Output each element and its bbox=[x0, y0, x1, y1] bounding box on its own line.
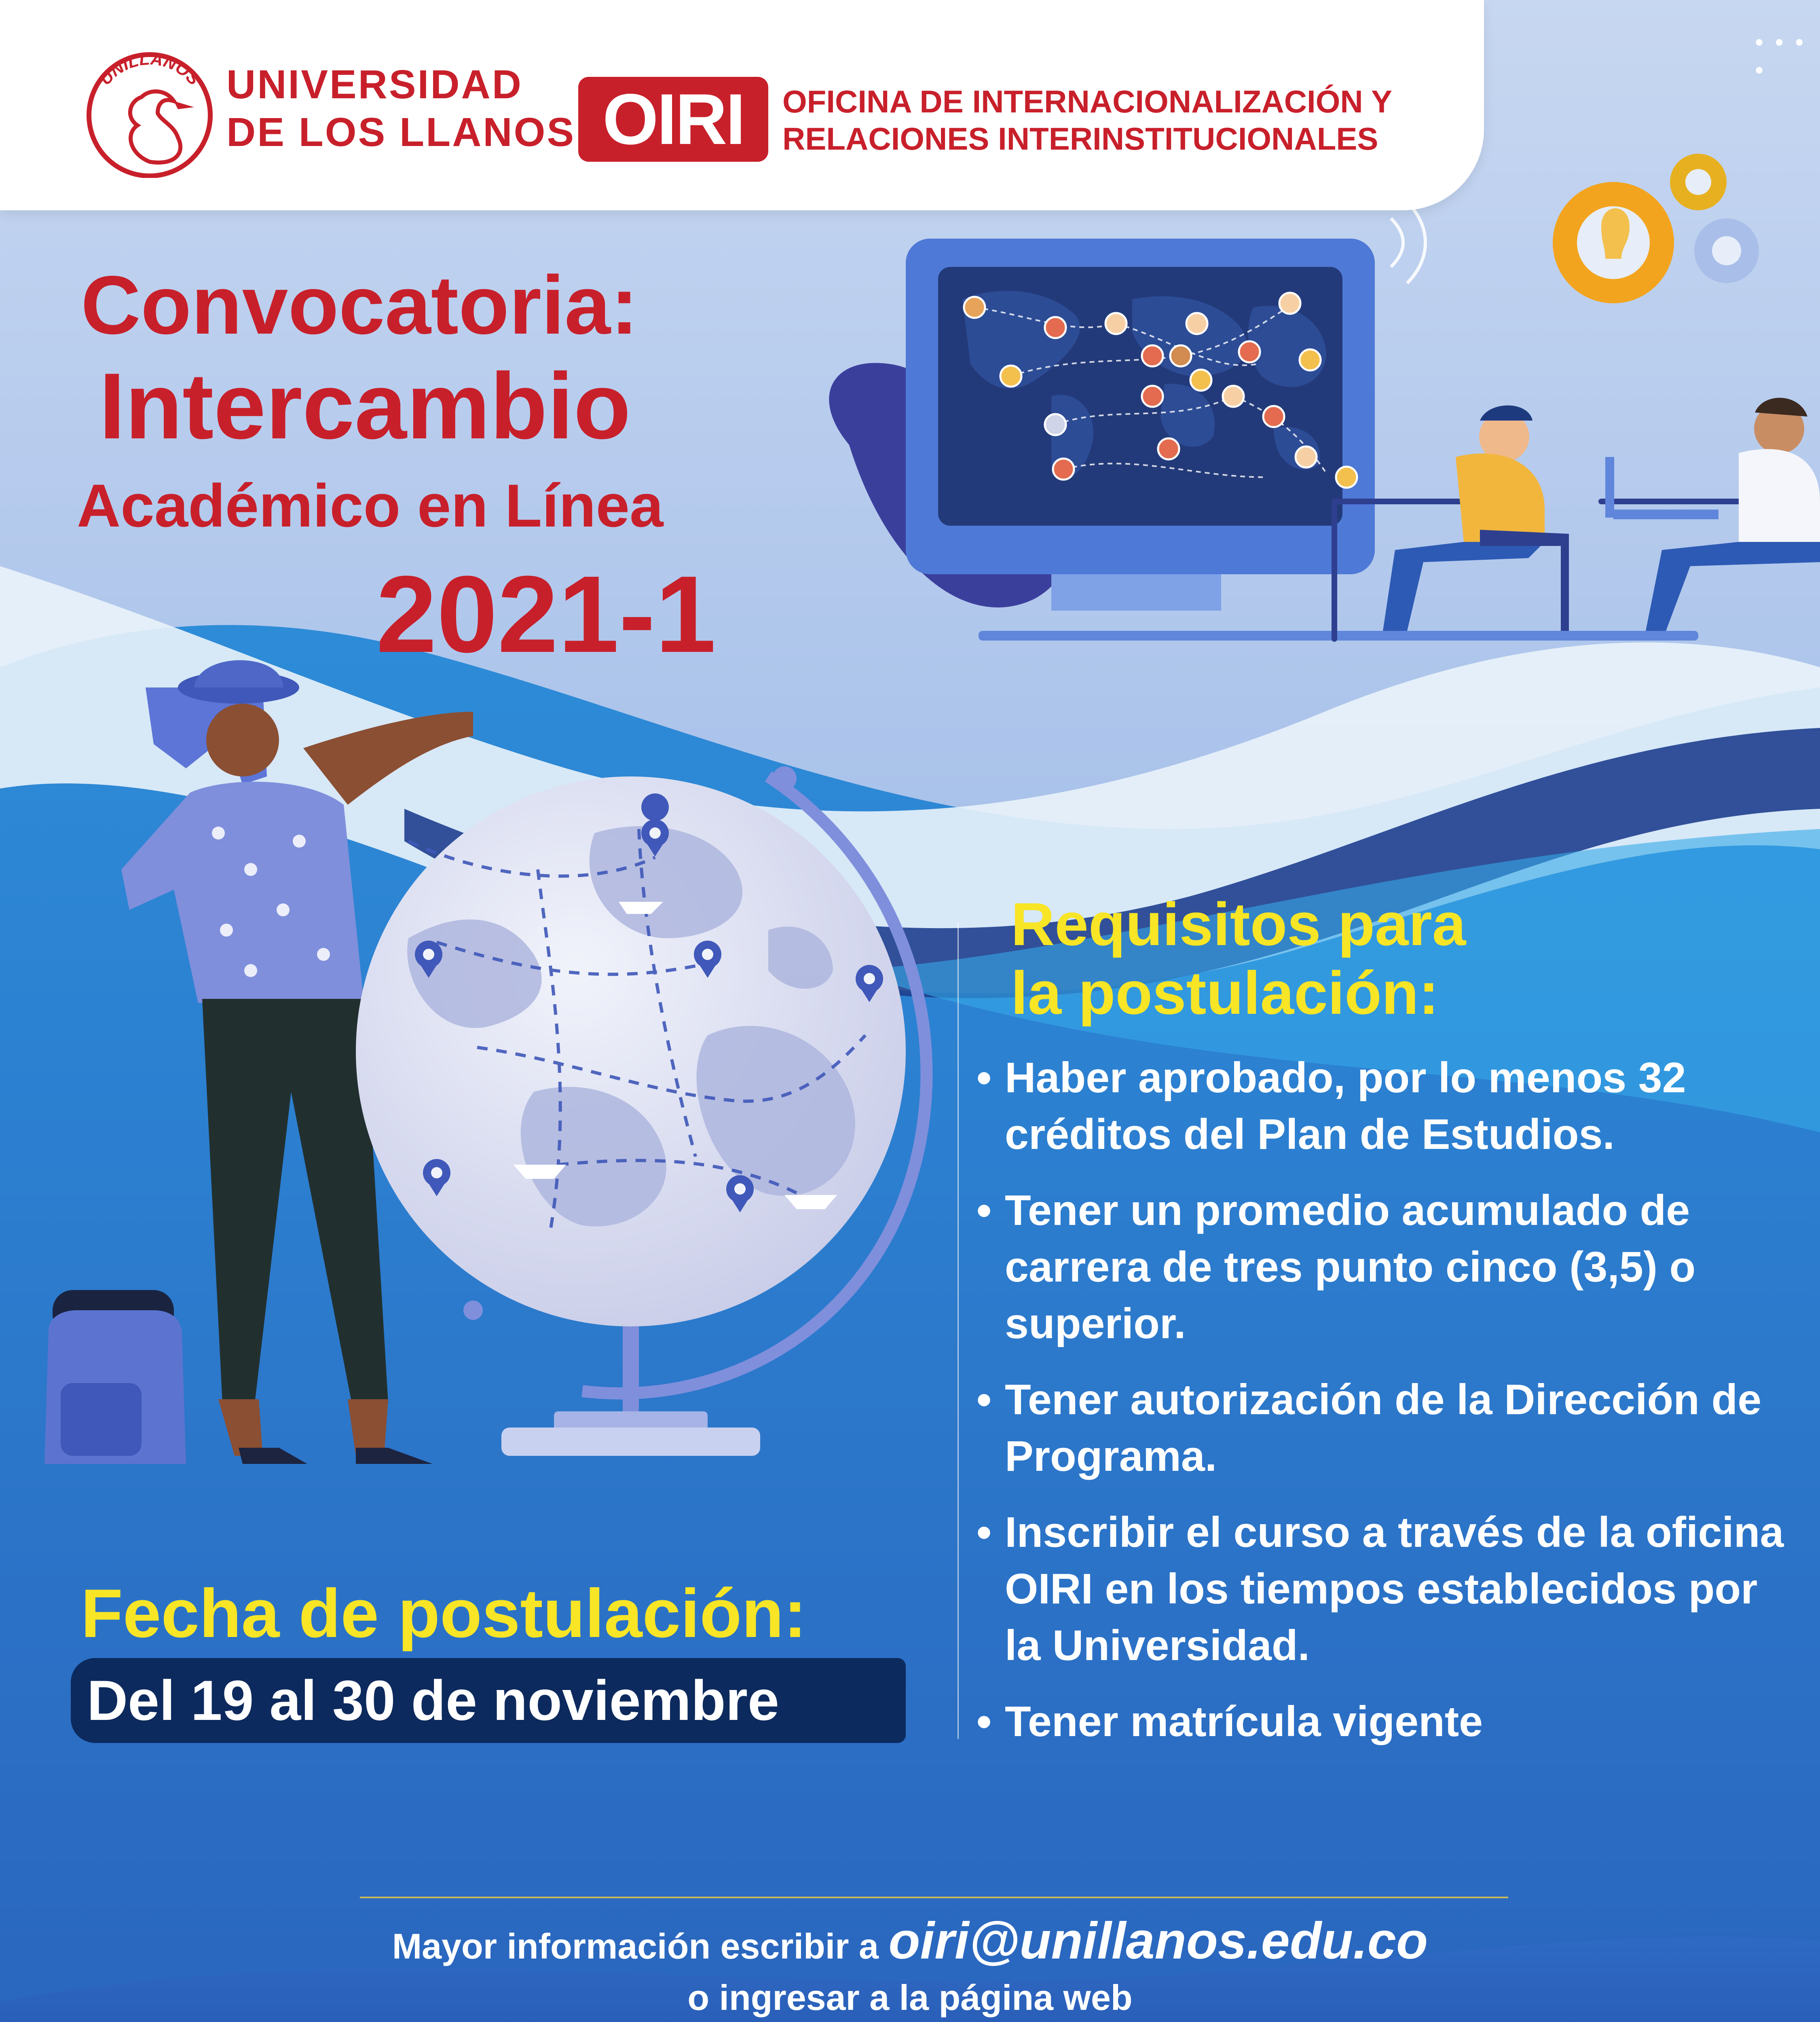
requirement-item: • Inscribir el curso a través de la oficina OIRI en los tiempos establecidos por la Universidad. bbox=[977, 1504, 1785, 1674]
contact-email-line bbox=[0, 1911, 1820, 1977]
requirement-item: • Tener un promedio acumulado de carrera de tres punto cinco (3,5) o superior. bbox=[977, 1182, 1785, 1352]
title-line3: Académico en Línea bbox=[77, 472, 664, 539]
title-line1: Convocatoria: bbox=[81, 259, 638, 351]
university-name bbox=[226, 61, 600, 159]
oiri-badge: OIRI bbox=[578, 77, 768, 162]
requirements-list bbox=[977, 1049, 1785, 1769]
application-date-range: Del 19 al 30 de noviembre bbox=[71, 1658, 906, 1743]
decorative-dots: • • • • bbox=[1755, 29, 1806, 84]
requirements-title-line2: la postulación: bbox=[1011, 959, 1439, 1027]
oiri-office-name bbox=[782, 83, 1392, 157]
university-logo-icon bbox=[81, 49, 218, 178]
contact-email-link[interactable]: oiri@unillanos.edu.co bbox=[888, 1912, 1428, 1970]
university-line2: DE LOS LLANOS bbox=[226, 110, 576, 155]
contact-web-prefix: o ingresar a la página web bbox=[687, 1978, 1133, 2018]
university-line1: UNIVERSIDAD bbox=[226, 62, 523, 107]
requirements-title bbox=[1011, 890, 1466, 1027]
oiri-line2: RELACIONES INTERINSTITUCIONALES bbox=[782, 121, 1378, 157]
title-year: 2021-1 bbox=[376, 554, 716, 675]
requirement-item: • Tener matrícula vigente bbox=[977, 1693, 1785, 1750]
contact-prefix: Mayor información escribir a bbox=[392, 1926, 879, 1966]
logo-arc-text: UNILLANOS bbox=[95, 49, 204, 89]
contact-divider bbox=[360, 1897, 1508, 1898]
requirement-item: • Tener autorización de la Dirección de Programa. bbox=[977, 1371, 1785, 1485]
requirements-title-line1: Requisitos para bbox=[1011, 890, 1466, 958]
backpack-icon bbox=[44, 1290, 186, 1464]
application-date-title: Fecha de postulación: bbox=[81, 1575, 807, 1652]
requirement-item: • Haber aprobado, por lo menos 32 créditos del Plan de Estudios. bbox=[977, 1049, 1785, 1163]
requirements-divider bbox=[958, 922, 959, 1739]
header-banner bbox=[0, 0, 1484, 210]
title-line2: Intercambio bbox=[99, 354, 631, 459]
oiri-line1: OFICINA DE INTERNACIONALIZACIÓN Y bbox=[782, 84, 1393, 119]
